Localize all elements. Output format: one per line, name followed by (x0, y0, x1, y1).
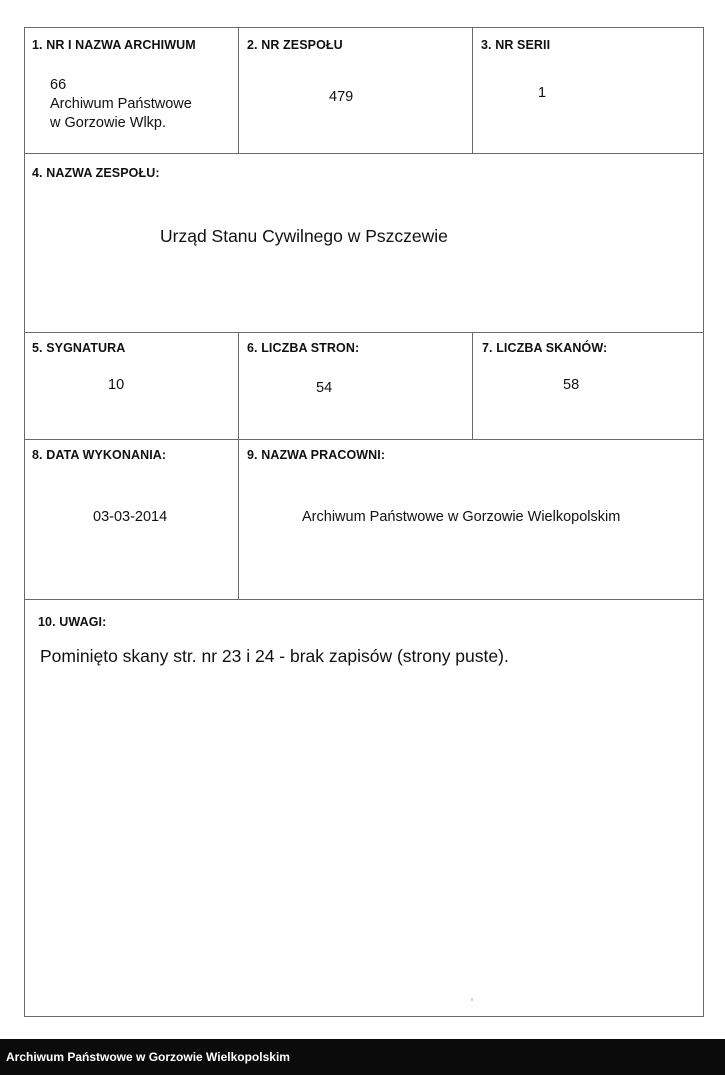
archive-value (50, 76, 192, 133)
pages-value: 54 (316, 380, 333, 396)
signature-label: 5. SYGNATURA (32, 341, 126, 355)
row-divider-1 (25, 153, 703, 154)
archive-name-line1: Archiwum Państwowe (50, 96, 192, 112)
col-divider-r3-a (238, 332, 239, 439)
pages-label: 6. LICZBA STRON: (247, 341, 360, 355)
col-divider-r4 (238, 439, 239, 599)
series-label: 3. NR SERII (481, 38, 551, 52)
fonds-number-label: 2. NR ZESPOŁU (247, 38, 343, 52)
scans-value: 58 (563, 377, 580, 393)
workshop-label: 9. NAZWA PRACOWNI: (247, 448, 386, 462)
fonds-name-value: Urząd Stanu Cywilnego w Pszczewie (160, 226, 448, 246)
date-value: 03-03-2014 (93, 509, 168, 525)
scan-speck (471, 998, 473, 1001)
col-divider-r1-b (472, 28, 473, 153)
footer-text: Archiwum Państwowe w Gorzowie Wielkopolskim (6, 1050, 290, 1064)
row-divider-3 (25, 439, 703, 440)
archive-label: 1. NR I NAZWA ARCHIWUM (32, 38, 196, 52)
fonds-name-label: 4. NAZWA ZESPOŁU: (32, 166, 160, 180)
series-value: 1 (538, 85, 547, 101)
row-divider-4 (25, 599, 703, 600)
workshop-value: Archiwum Państwowe w Gorzowie Wielkopolskim (302, 509, 621, 525)
signature-value: 10 (108, 377, 125, 393)
fonds-number-value: 479 (329, 89, 354, 105)
scans-label: 7. LICZBA SKANÓW: (482, 341, 608, 355)
col-divider-r3-b (472, 332, 473, 439)
archive-number: 66 (50, 77, 67, 93)
date-label: 8. DATA WYKONANIA: (32, 448, 167, 462)
archive-name-line2: w Gorzowie Wlkp. (50, 115, 167, 131)
col-divider-r1-a (238, 28, 239, 153)
footer-bar (0, 1039, 725, 1075)
metadata-form (24, 27, 704, 1017)
row-divider-2 (25, 332, 703, 333)
notes-label: 10. UWAGI: (38, 615, 107, 629)
notes-value: Pominięto skany str. nr 23 i 24 - brak zapisów (strony puste). (40, 646, 509, 666)
